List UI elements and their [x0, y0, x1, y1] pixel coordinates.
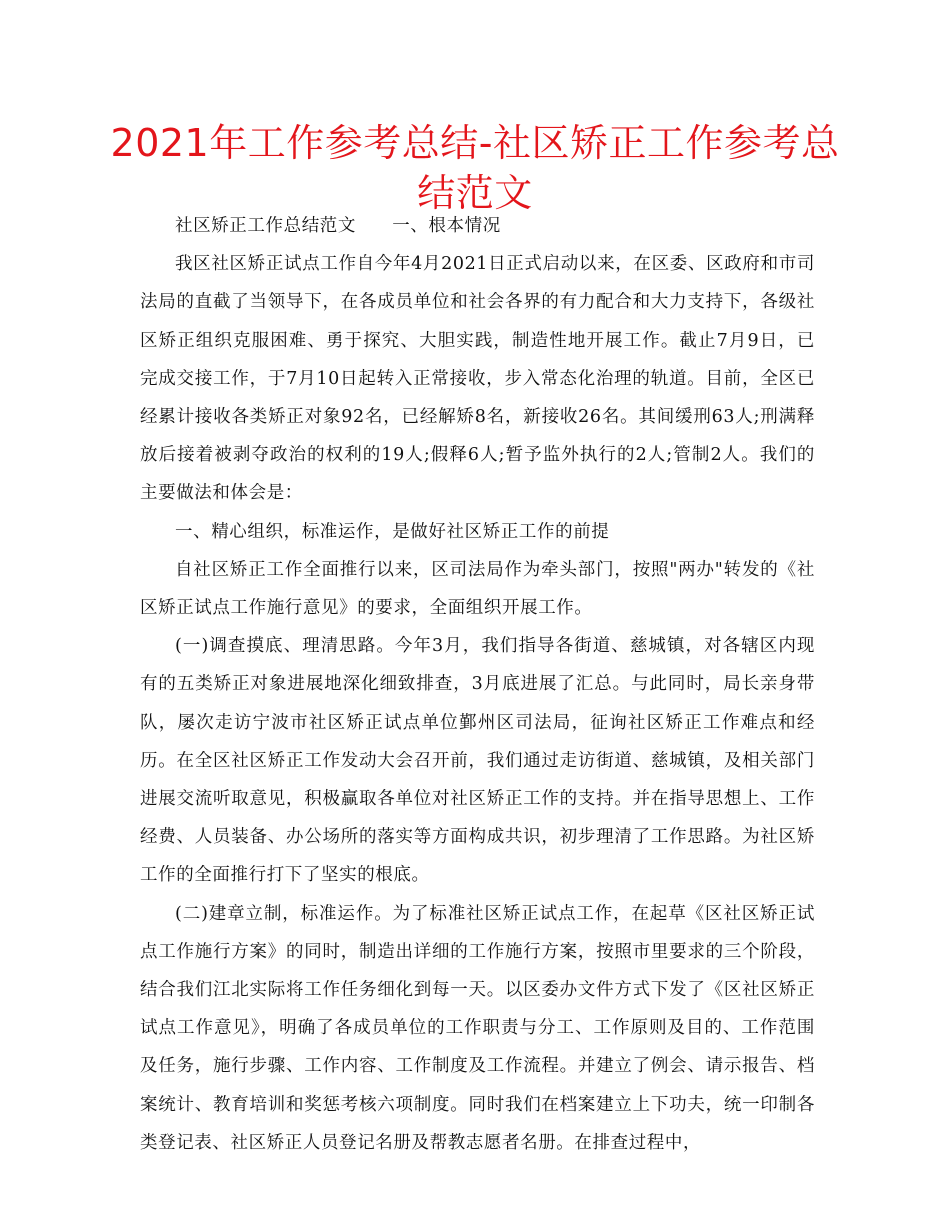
- paragraph-implementation: 自社区矫正工作全面推行以来，区司法局作为牵头部门，按照"两办"转发的《社区矫正试点工作施行意见》的要求，全面组织开展工作。: [140, 559, 815, 619]
- document-title: 2021年工作参考总结-社区矫正工作参考总结范文: [110, 121, 840, 215]
- paragraph-regulations: (二)建章立制，标准运作。为了标准社区矫正试点工作，在起草《区社区矫正试点工作施行方案》的同时，制造出详细的工作施行方案，按照市里要求的三个阶段，结合我们江北实际将工作任务细化到每一天。以区委办文件方式下发了《区社区矫正试点工作意见》，明确了各成员单位的工作职责与分工、工作原则及目的、工作范围及任务，施行步骤、工作内容、工作制度及工作流程。并建立了例会、请示报告、档案统计、教育培训和奖惩考核六项制度。同时我们在档案建立上下功夫，统一印制各类登记表、社区矫正人员登记名册及帮教志愿者名册。在排查过程中，: [140, 903, 815, 1153]
- paragraph-overview: 我区社区矫正试点工作自今年4月2021日正式启动以来，在区委、区政府和市司法局的直截了当领导下，在各成员单位和社会各界的有力配合和大力支持下，各级社区矫正组织克服困难、勇于探究、大胆实践，制造性地开展工作。截止7月9日，已完成交接工作，于7月10日起转入正常接收，步入常态化治理的轨道。目前，全区已经累计接收各类矫正对象92名，已经解矫8名，新接收26名。其间缓刑63人;刑满释放后接着被剥夺政治的权利的19人;假释6人;暂予监外执行的2人;管制2人。我们的主要做法和体会是：: [140, 254, 815, 504]
- paragraph-investigation: (一)调查摸底、理清思路。今年3月，我们指导各街道、慈城镇，对各辖区内现有的五类矫正对象进展地深化细致排查，3月底进展了汇总。与此同时，局长亲身带队，屡次走访宁波市社区矫正试点单位鄞州区司法局，征询社区矫正工作难点和经历。在全区社区矫正工作发动大会召开前，我们通过走访街道、慈城镇，及相关部门进展交流听取意见，积极赢取各单位对社区矫正工作的支持。并在指导思想上、工作经费、人员装备、办公场所的落实等方面构成共识，初步理清了工作思路。为社区矫工作的全面推行打下了坚实的根底。: [140, 636, 815, 886]
- section-heading-1: 一、精心组织，标准运作，是做好社区矫正工作的前提: [175, 521, 610, 542]
- document-body: [140, 207, 815, 1162]
- paragraph-overview-heading: 社区矫正工作总结范文 一、根本情况: [175, 216, 501, 236]
